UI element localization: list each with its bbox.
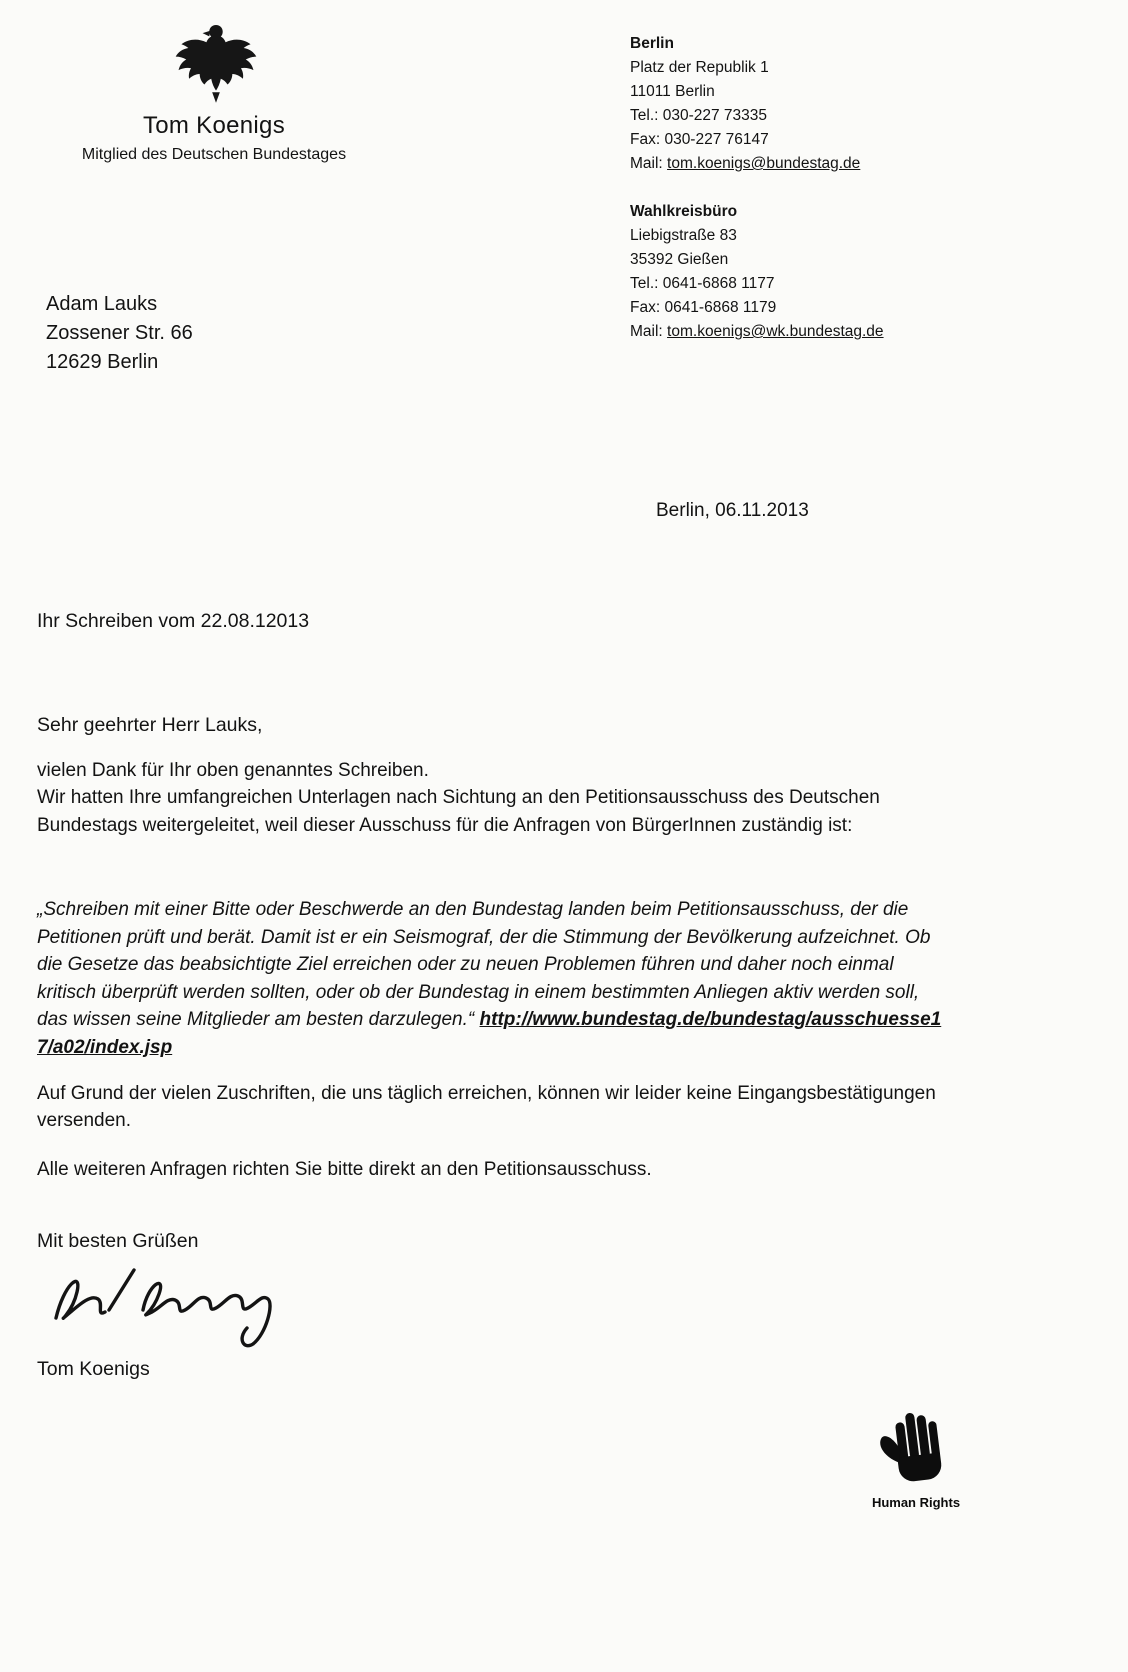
signature-name: Tom Koenigs [37,1358,150,1380]
body-paragraph-1 [37,757,945,839]
address-line: 35392 Gießen [630,251,729,268]
district-office-block [630,200,884,344]
sender-name: Tom Koenigs [142,112,286,139]
address-line: Tel.: 030-227 73335 [630,107,768,124]
human-rights-logo [858,1402,974,1510]
address-line [630,152,860,176]
quote-paragraph [37,896,945,1062]
district-office-title: Wahlkreisbüro [630,203,738,220]
dateline: Berlin, 06.11.2013 [656,500,809,521]
recipient-address [46,290,193,377]
bundestag-eagle-icon [168,14,264,108]
mail-label: Mail: [630,155,668,172]
address-line: Fax: 0641-6868 1179 [630,299,777,316]
petitionsausschuss-url-link[interactable]: http://www.bundestag.de/bundestag/ausschuesse17/a02/index.jsp [37,1009,942,1058]
closing-line: Mit besten Grüßen [37,1230,199,1252]
reference-line: Ihr Schreiben vom 22.08.12013 [37,610,310,632]
recipient-line: Zossener Str. 66 [46,322,193,344]
berlin-office-title: Berlin [630,35,674,52]
address-line: 11011 Berlin [630,83,715,100]
human-rights-label: Human Rights [871,1495,961,1510]
address-line: Tel.: 0641-6868 1177 [630,275,775,292]
quote-text: „Schreiben mit einer Bitte oder Beschwerde an den Bundestag landen beim Petitionsausschuss, der die Petitionen prüft und berät. Damit ist er ein Seismograf, der die Stimmung der Bevölkerung aufzeichnet. Ob die Gesetze das beabsichtigte Ziel erreichen oder zu neuen Problemen führen und daher noch einmal kritisch überprüft werden sollten, oder ob der Bundestag in einem bestimmten Anliegen aktiv werden soll, das wissen seine Mitglieder am besten darzulegen.“ [37,899,931,1031]
address-line [630,320,884,344]
sender-role: Mitglied des Deutschen Bundestages [81,146,347,163]
recipient-line: 12629 Berlin [46,351,159,373]
handwritten-signature [46,1254,306,1354]
recipient-line: Adam Lauks [46,293,158,315]
address-line: Fax: 030-227 76147 [630,131,769,148]
paragraph-text: Wir hatten Ihre umfangreichen Unterlagen nach Sichtung an den Petitionsausschuss des Deutschen Bundestags weitergeleitet, weil dieser Ausschuss für die Anfragen von BürgerInnen zuständig ist: [37,787,880,836]
human-rights-hand-icon [875,1402,957,1494]
district-office-email-link[interactable]: tom.koenigs@wk.bundestag.de [667,323,884,340]
salutation: Sehr geehrter Herr Lauks, [37,714,263,736]
paragraph-text: vielen Dank für Ihr oben genanntes Schreiben. [37,760,429,781]
body-paragraph-2: Auf Grund der vielen Zuschriften, die uns täglich erreichen, können wir leider keine Eingangsbestätigungen versenden. [37,1083,936,1132]
berlin-office-block [630,32,860,176]
body-paragraph-3: Alle weiteren Anfragen richten Sie bitte direkt an den Petitionsausschuss. [37,1159,652,1180]
address-line: Liebigstraße 83 [630,227,737,244]
berlin-office-email-link[interactable]: tom.koenigs@bundestag.de [667,155,861,172]
address-line: Platz der Republik 1 [630,59,769,76]
mail-label: Mail: [630,323,668,340]
